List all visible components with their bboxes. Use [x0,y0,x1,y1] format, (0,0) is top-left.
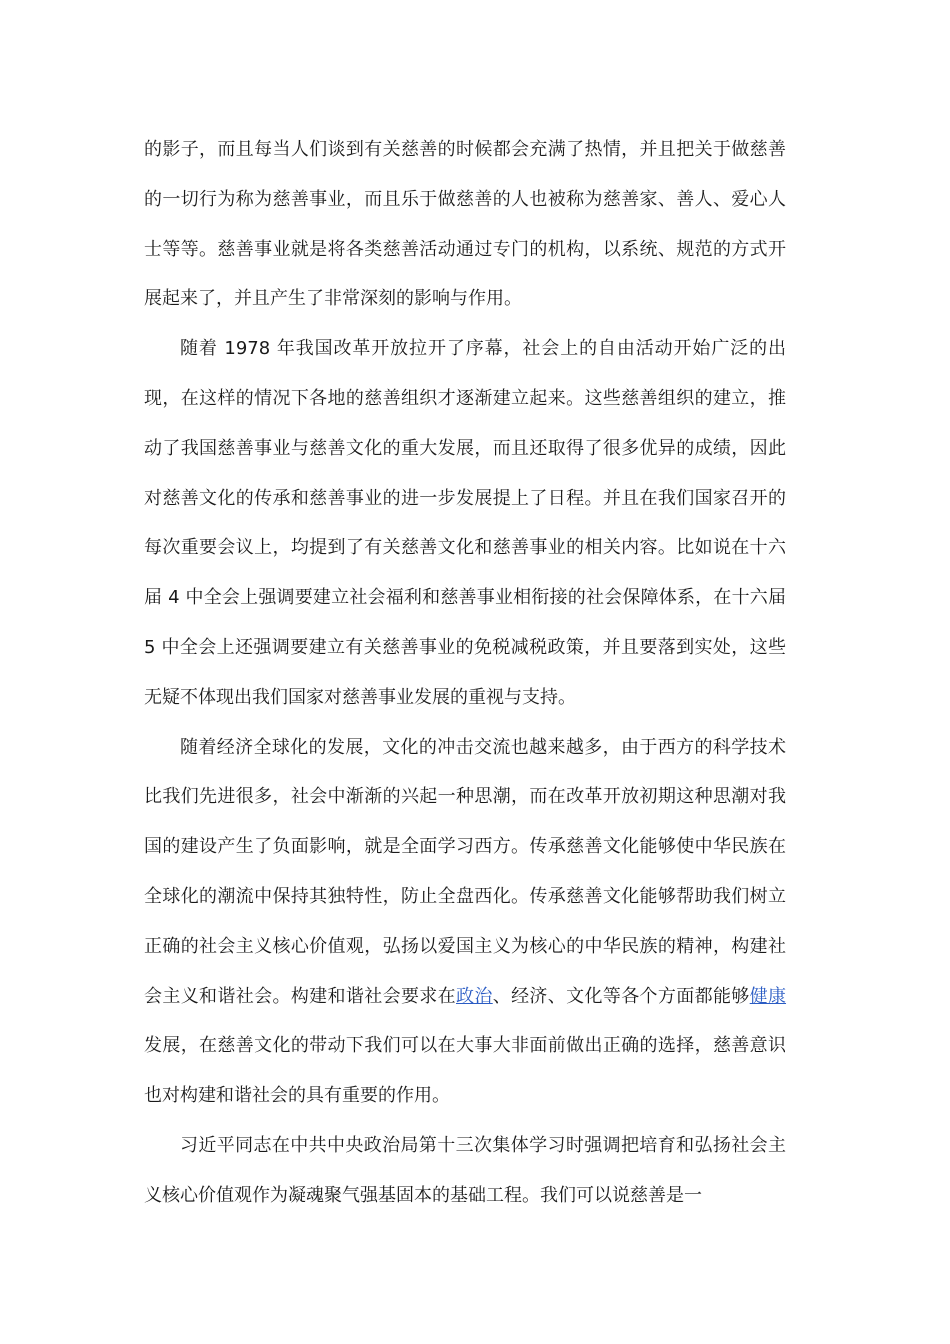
paragraph-1 [144,125,786,324]
paragraph-2-text: 随着 1978 年我国改革开放拉开了序幕，社会上的自由活动开始广泛的出现，在这样的情况下各地的慈善组织才逐渐建立起来。这些慈善组织的建立，推动了我国慈善事业与慈善文化的重大发展，而且还取得了很多优异的成绩，因此对慈善文化的传承和慈善事业的进一步发展提上了日程。并且在我们国家召开的每次重要会议上，均提到了有关慈善文化和慈善事业的相关内容。比如说在十六届 4 中全会上强调要建立社会福利和慈善事业相衔接的社会保障体系，在十六届 5 中全会上还强调要建立有关慈善事业的免税减税政策，并且要落到实处，这些无疑不体现出我们国家对慈善事业发展的重视与支持。 [144,338,786,708]
paragraph-3-text-b: 、经济、文化等各个方面都能够 [492,985,750,1007]
paragraph-3-text-a: 随着经济全球化的发展，文化的冲击交流也越来越多，由于西方的科学技术比我们先进很多，社会中渐渐的兴起一种思潮，而在改革开放初期这种思潮对我国的建设产生了负面影响，就是全面学习西方。传承慈善文化能够使中华民族在全球化的潮流中保持其独特性，防止全盘西化。传承慈善文化能够帮助我们树立正确的社会主义核心价值观，弘扬以爱国主义为核心的中华民族的精神，构建社会主义和谐社会。构建和谐社会要求在 [144,736,786,1007]
link-health[interactable]: 健康 [749,985,787,1007]
paragraph-2 [144,324,786,722]
paragraph-3-text-c: 发展，在慈善文化的带动下我们可以在大事大非面前做出正确的选择，慈善意识也对构建和谐社会的具有重要的作用。 [144,1035,786,1107]
paragraph-3 [144,723,786,1121]
paragraph-1-text: 的影子，而且每当人们谈到有关慈善的时候都会充满了热情，并且把关于做慈善的一切行为称为慈善事业，而且乐于做慈善的人也被称为慈善家、善人、爱心人士等等。慈善事业就是将各类慈善活动通过专门的机构，以系统、规范的方式开展起来了，并且产生了非常深刻的影响与作用。 [144,139,786,310]
link-politics[interactable]: 政治 [456,985,493,1007]
document-body [144,125,786,1221]
paragraph-4-text: 习近平同志在中共中央政治局第十三次集体学习时强调把培育和弘扬社会主义核心价值观作为凝魂聚气强基固本的基础工程。我们可以说慈善是一 [144,1134,786,1206]
paragraph-4 [144,1121,786,1221]
